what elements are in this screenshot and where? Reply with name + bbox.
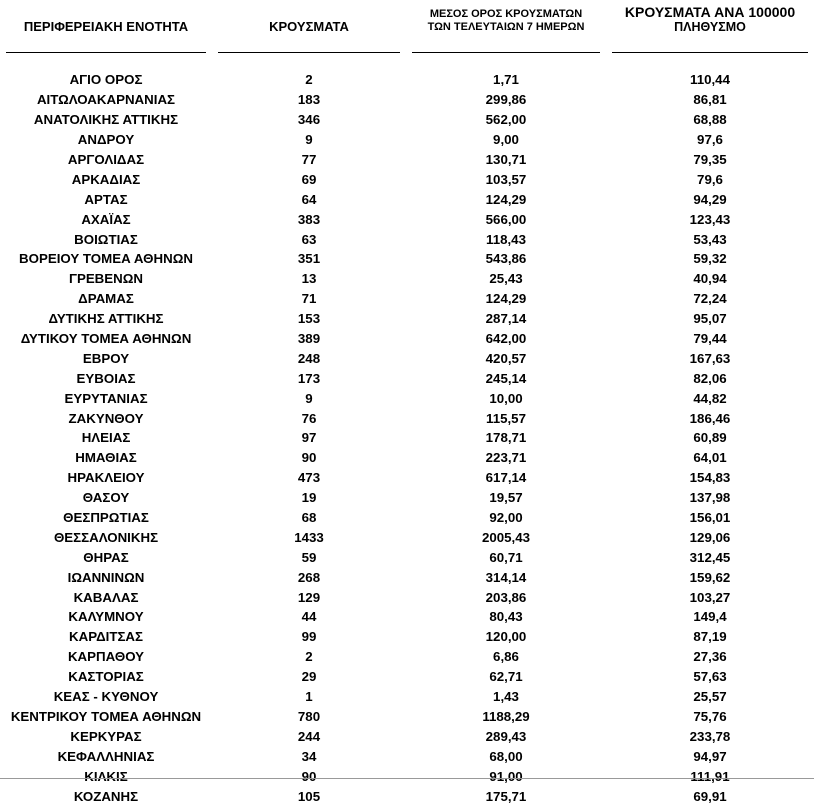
cell-per100k: 233,78 <box>689 728 731 744</box>
table-row <box>0 408 814 428</box>
table-row <box>0 527 814 547</box>
cell-per100k: 59,32 <box>693 251 727 267</box>
table-row <box>0 110 814 130</box>
cell-avg7: 124,29 <box>485 291 527 307</box>
cell-cases: 173 <box>297 370 321 386</box>
cell-per100k: 95,07 <box>693 311 727 327</box>
table-row <box>0 249 814 269</box>
cell-cases: 1433 <box>294 529 324 545</box>
table-row <box>0 448 814 468</box>
cell-area: ΑΝΑΤΟΛΙΚΗΣ ΑΤΤΙΚΗΣ <box>33 112 179 128</box>
cell-area: ΑΡΚΑΔΙΑΣ <box>71 171 141 187</box>
cell-per100k: 75,76 <box>693 708 727 724</box>
cell-cases: 77 <box>301 152 317 167</box>
cell-per100k: 110,44 <box>690 72 730 88</box>
cell-per100k: 57,63 <box>693 669 727 685</box>
cell-per100k: 79,6 <box>697 171 723 187</box>
cell-area: ΚΕΑΣ - ΚΥΘΝΟΥ <box>53 689 159 705</box>
header-avg7 <box>406 0 606 35</box>
table-row <box>0 786 814 806</box>
cell-avg7: 80,43 <box>489 609 523 625</box>
header-per100k-line2: ΠΛΗΘΥΣΜΟ <box>674 20 746 34</box>
table-row <box>0 189 814 209</box>
cell-per100k: 40,94 <box>693 271 727 287</box>
cell-avg7: 130,71 <box>485 152 527 167</box>
table-row <box>0 587 814 607</box>
cell-per100k: 69,91 <box>693 788 727 804</box>
header-per100k <box>606 0 814 35</box>
cell-per100k: 82,06 <box>693 370 727 386</box>
cell-per100k: 159,62 <box>689 569 731 585</box>
cell-area: ΚΕΦΑΛΛΗΝΙΑΣ <box>57 748 155 764</box>
cell-avg7: 6,86 <box>493 649 519 665</box>
table-row <box>0 547 814 567</box>
cell-per100k: 149,4 <box>693 609 727 625</box>
cell-area: ΑΡΤΑΣ <box>84 191 128 207</box>
cell-area: ΑΡΓΟΛΙΔΑΣ <box>67 152 145 167</box>
table-row <box>0 90 814 110</box>
cell-cases: 1 <box>305 689 313 705</box>
cell-cases: 64 <box>301 191 317 207</box>
cell-avg7: 175,71 <box>485 788 527 804</box>
cell-area: ΒΟΡΕΙΟΥ ΤΟΜΕΑ ΑΘΗΝΩΝ <box>19 251 193 267</box>
cell-area: ΘΗΡΑΣ <box>83 549 129 565</box>
header-area: ΠΕΡΙΦΕΡΕΙΑΚΗ ΕΝΟΤΗΤΑ <box>23 19 189 34</box>
cell-area: ΘΑΣΟΥ <box>82 490 130 506</box>
cell-avg7: 178,71 <box>485 430 527 446</box>
cell-per100k: 137,98 <box>689 490 731 506</box>
table-row <box>0 707 814 727</box>
cell-per100k: 312,45 <box>689 549 731 565</box>
header-avg7-line2: ΤΩΝ ΤΕΛΕΥΤΑΙΩΝ 7 ΗΜΕΡΩΝ <box>427 21 585 33</box>
cell-cases: 2 <box>305 649 313 665</box>
cell-cases: 13 <box>301 271 317 287</box>
cell-area: ΕΥΒΟΙΑΣ <box>76 370 136 386</box>
cell-avg7: 9,00 <box>493 132 519 148</box>
cell-per100k: 53,43 <box>693 231 727 247</box>
cell-per100k: 86,81 <box>693 92 727 108</box>
cell-area: ΚΑΡΠΑΘΟΥ <box>67 649 145 665</box>
cell-avg7: 1188,29 <box>482 708 530 724</box>
cell-avg7: 566,00 <box>485 211 527 227</box>
table-header <box>0 0 814 70</box>
cell-avg7: 62,71 <box>489 669 523 685</box>
cell-area: ΚΕΝΤΡΙΚΟΥ ΤΟΜΕΑ ΑΘΗΝΩΝ <box>10 708 202 724</box>
bottom-divider <box>0 778 814 779</box>
cell-per100k: 129,06 <box>689 529 731 545</box>
header-rule <box>406 35 606 70</box>
cell-avg7: 299,86 <box>485 92 527 108</box>
table-row <box>0 746 814 766</box>
header-rule <box>0 35 212 70</box>
table-row <box>0 508 814 528</box>
cell-avg7: 120,00 <box>485 629 527 645</box>
cell-per100k: 79,44 <box>693 331 727 347</box>
cell-cases: 183 <box>297 92 321 108</box>
cell-area: ΑΝΔΡΟΥ <box>77 132 135 148</box>
cell-cases: 9 <box>305 390 313 406</box>
cell-area: ΙΩΑΝΝΙΝΩΝ <box>67 569 145 585</box>
cell-cases: 63 <box>301 231 317 247</box>
table-row <box>0 348 814 368</box>
table-row <box>0 468 814 488</box>
cell-cases: 780 <box>297 708 321 724</box>
table-row <box>0 329 814 349</box>
cell-per100k: 72,24 <box>693 291 727 307</box>
cell-avg7: 289,43 <box>485 728 527 744</box>
cell-cases: 59 <box>301 549 317 565</box>
cell-per100k: 154,83 <box>689 470 731 486</box>
cell-area: ΚΑΒΑΛΑΣ <box>73 589 139 605</box>
table-row <box>0 289 814 309</box>
cell-avg7: 420,57 <box>485 350 527 366</box>
table-row <box>0 209 814 229</box>
cell-avg7: 203,86 <box>485 589 527 605</box>
cell-area: ΚΙΛΚΙΣ <box>84 768 128 784</box>
cell-area: ΚΑΣΤΟΡΙΑΣ <box>68 669 144 685</box>
cell-cases: 383 <box>297 211 321 227</box>
cell-area: ΖΑΚΥΝΘΟΥ <box>68 410 144 426</box>
cell-cases: 473 <box>297 470 321 486</box>
cell-per100k: 156,01 <box>689 510 731 526</box>
header-avg7-line1: ΜΕΣΟΣ ΟΡΟΣ ΚΡΟΥΣΜΑΤΩΝ <box>429 8 583 20</box>
cell-area: ΘΕΣΣΑΛΟΝΙΚΗΣ <box>53 529 159 545</box>
cell-area: ΚΕΡΚΥΡΑΣ <box>70 728 142 744</box>
table-row <box>0 169 814 189</box>
cell-cases: 351 <box>297 251 321 267</box>
cell-area: ΔΥΤΙΚΗΣ ΑΤΤΙΚΗΣ <box>48 311 164 327</box>
cell-cases: 68 <box>301 510 317 526</box>
cell-area: ΔΡΑΜΑΣ <box>78 291 134 307</box>
table-row <box>0 309 814 329</box>
cell-per100k: 123,43 <box>689 211 731 227</box>
cell-cases: 2 <box>305 72 313 88</box>
cell-per100k: 103,27 <box>689 589 731 605</box>
cell-area: ΗΜΑΘΙΑΣ <box>75 450 137 466</box>
cell-avg7: 314,14 <box>485 569 527 585</box>
cell-cases: 90 <box>301 768 317 784</box>
cell-cases: 44 <box>301 609 317 625</box>
table-row <box>0 607 814 627</box>
cell-cases: 244 <box>297 728 321 744</box>
cell-area: ΚΑΛΥΜΝΟΥ <box>68 609 144 625</box>
cell-per100k: 111,91 <box>690 768 730 784</box>
cell-avg7: 19,57 <box>489 490 523 506</box>
table-row <box>0 70 814 90</box>
cell-avg7: 287,14 <box>485 311 527 327</box>
cell-avg7: 1,43 <box>493 689 519 705</box>
cell-avg7: 2005,43 <box>481 529 531 545</box>
cell-avg7: 245,14 <box>485 370 527 386</box>
table-row <box>0 667 814 687</box>
cell-area: ΚΟΖΑΝΗΣ <box>73 788 139 804</box>
cell-area: ΑΓΙΟ ΟΡΟΣ <box>69 72 143 88</box>
cell-per100k: 87,19 <box>693 629 727 645</box>
table-row <box>0 687 814 707</box>
cell-avg7: 25,43 <box>489 271 523 287</box>
table-body <box>0 70 814 806</box>
header-cases: ΚΡΟΥΣΜΑΤΑ <box>269 19 349 34</box>
cell-avg7: 115,57 <box>486 410 526 426</box>
cell-avg7: 223,71 <box>485 450 527 466</box>
cell-avg7: 103,57 <box>485 171 527 187</box>
cell-cases: 153 <box>297 311 321 327</box>
cell-avg7: 68,00 <box>489 748 523 764</box>
cell-cases: 268 <box>297 569 321 585</box>
table-row <box>0 269 814 289</box>
cell-cases: 99 <box>301 629 317 645</box>
cell-area: ΒΟΙΩΤΙΑΣ <box>74 231 138 247</box>
cell-area: ΔΥΤΙΚΟΥ ΤΟΜΕΑ ΑΘΗΝΩΝ <box>20 331 192 347</box>
cell-per100k: 27,36 <box>693 649 727 665</box>
cell-per100k: 94,29 <box>693 191 727 207</box>
cell-avg7: 60,71 <box>489 549 523 565</box>
header-rule <box>606 35 814 70</box>
cell-per100k: 64,01 <box>693 450 727 466</box>
cell-cases: 76 <box>301 410 317 426</box>
cell-per100k: 68,88 <box>693 112 727 128</box>
cell-per100k: 79,35 <box>693 152 727 167</box>
table-row <box>0 428 814 448</box>
table-row <box>0 150 814 170</box>
cell-avg7: 118,43 <box>486 231 526 247</box>
cell-cases: 69 <box>301 171 317 187</box>
cell-cases: 97 <box>301 430 317 446</box>
cell-area: ΚΑΡΔΙΤΣΑΣ <box>68 629 144 645</box>
cell-avg7: 10,00 <box>489 390 523 406</box>
cell-avg7: 642,00 <box>485 331 527 347</box>
cell-avg7: 91,00 <box>489 768 523 784</box>
cell-area: ΘΕΣΠΡΩΤΙΑΣ <box>63 510 149 526</box>
header-per100k-line1: ΚΡΟΥΣΜΑΤΑ ΑΝΑ 100000 <box>624 4 796 20</box>
cell-cases: 129 <box>297 589 321 605</box>
table-row <box>0 130 814 150</box>
table-row <box>0 726 814 746</box>
cell-area: ΗΡΑΚΛΕΙΟΥ <box>67 470 145 486</box>
table-row <box>0 766 814 786</box>
cell-cases: 19 <box>301 490 317 506</box>
cell-per100k: 186,46 <box>689 410 731 426</box>
header-rule <box>212 35 406 70</box>
cell-cases: 389 <box>297 331 321 347</box>
cell-cases: 90 <box>301 450 317 466</box>
table-row <box>0 567 814 587</box>
cell-area: ΑΙΤΩΛΟΑΚΑΡΝΑΝΙΑΣ <box>36 92 176 108</box>
cell-avg7: 92,00 <box>489 510 523 526</box>
table-row <box>0 488 814 508</box>
cell-cases: 34 <box>301 748 317 764</box>
cell-avg7: 543,86 <box>485 251 527 267</box>
cell-per100k: 97,6 <box>697 132 723 148</box>
cell-cases: 248 <box>297 350 321 366</box>
cell-area: ΕΥΡΥΤΑΝΙΑΣ <box>64 390 148 406</box>
cell-cases: 346 <box>297 112 321 128</box>
cell-per100k: 44,82 <box>693 390 727 406</box>
table-row <box>0 229 814 249</box>
cell-per100k: 94,97 <box>693 748 727 764</box>
cell-per100k: 25,57 <box>693 689 727 705</box>
cell-area: ΑΧΑΪΑΣ <box>81 211 131 227</box>
table-row <box>0 388 814 408</box>
cell-avg7: 124,29 <box>485 191 527 207</box>
table-row <box>0 647 814 667</box>
cell-per100k: 60,89 <box>693 430 727 446</box>
table-row <box>0 627 814 647</box>
cell-avg7: 1,71 <box>493 72 519 88</box>
cell-cases: 71 <box>301 291 317 307</box>
cell-per100k: 167,63 <box>689 350 731 366</box>
cell-cases: 105 <box>297 788 321 804</box>
cell-cases: 9 <box>305 132 313 148</box>
cell-avg7: 617,14 <box>485 470 527 486</box>
cell-avg7: 562,00 <box>485 112 527 128</box>
cell-area: ΓΡΕΒΕΝΩΝ <box>68 271 144 287</box>
table-row <box>0 368 814 388</box>
cell-cases: 29 <box>301 669 317 685</box>
cell-area: ΗΛΕΙΑΣ <box>81 430 131 446</box>
cell-area: ΕΒΡΟΥ <box>82 350 130 366</box>
